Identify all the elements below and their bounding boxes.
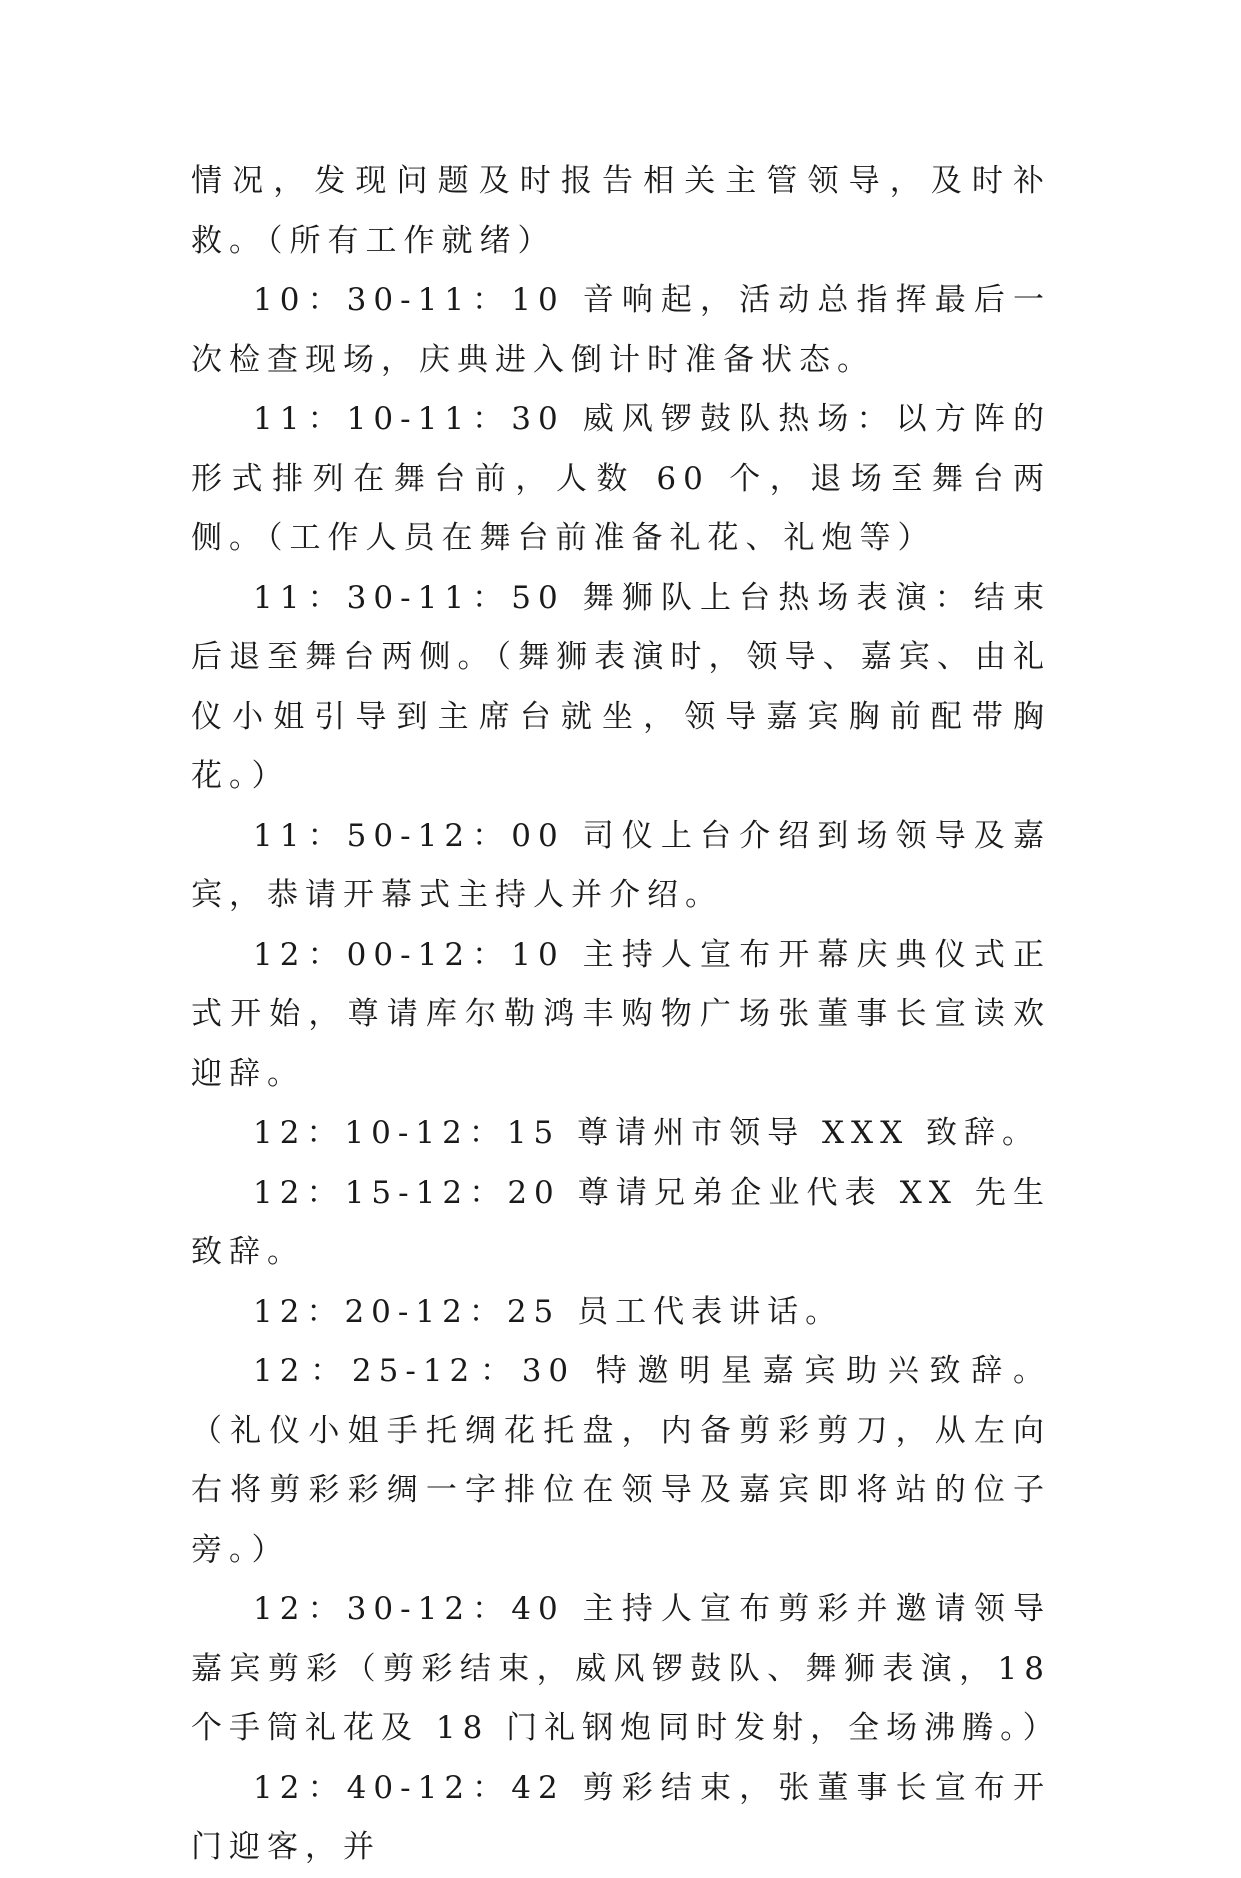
paragraph-6: 12：00-12：10 主持人宣布开幕庆典仪式正式开始，尊请库尔勒鸿丰购物广场张董事长宣读欢迎辞。 (191, 936, 1051, 1092)
paragraph-10: 12：25-12：30 特邀明星嘉宾助兴致辞。（礼仪小姐手托绸花托盘，内备剪彩剪刀，从左向右将剪彩彩绸一字排位在领导及嘉宾即将站的位子旁。） (191, 1353, 1051, 1568)
paragraph-11: 12：30-12：40 主持人宣布剪彩并邀请领导嘉宾剪彩（剪彩结束，威风锣鼓队、舞狮表演，18 个手筒礼花及 18 门礼钢炮同时发射，全场沸腾。） (191, 1591, 1061, 1746)
paragraph-7: 12：10-12：15 尊请州市领导 XXX 致辞。 (253, 1115, 1041, 1151)
paragraph-1: 情况，发现问题及时报告相关主管领导，及时补救。（所有工作就绪） (191, 163, 1051, 259)
paragraph-12: 12：40-12：42 剪彩结束，张董事长宣布开门迎客，并 (191, 1769, 1051, 1865)
paragraph-2: 10：30-11：10 音响起，活动总指挥最后一次检查现场，庆典进入倒计时准备状态。 (191, 282, 1051, 378)
paragraph-3: 11：10-11：30 威风锣鼓队热场：以方阵的形式排列在舞台前，人数 60 个，退场至舞台两侧。（工作人员在舞台前准备礼花、礼炮等） (191, 401, 1051, 556)
paragraph-4: 11：30-11：50 舞狮队上台热场表演：结束后退至舞台两侧。（舞狮表演时，领导、嘉宾、由礼仪小姐引导到主席台就坐，领导嘉宾胸前配带胸花。） (191, 579, 1051, 794)
paragraph-9: 12：20-12：25 员工代表讲话。 (253, 1293, 844, 1330)
document-body (191, 152, 1061, 1878)
paragraph-8: 12：15-12：20 尊请兄弟企业代表 XX 先生致辞。 (191, 1174, 1051, 1270)
paragraph-5: 11：50-12：00 司仪上台介绍到场领导及嘉宾，恭请开幕式主持人并介绍。 (191, 817, 1051, 913)
